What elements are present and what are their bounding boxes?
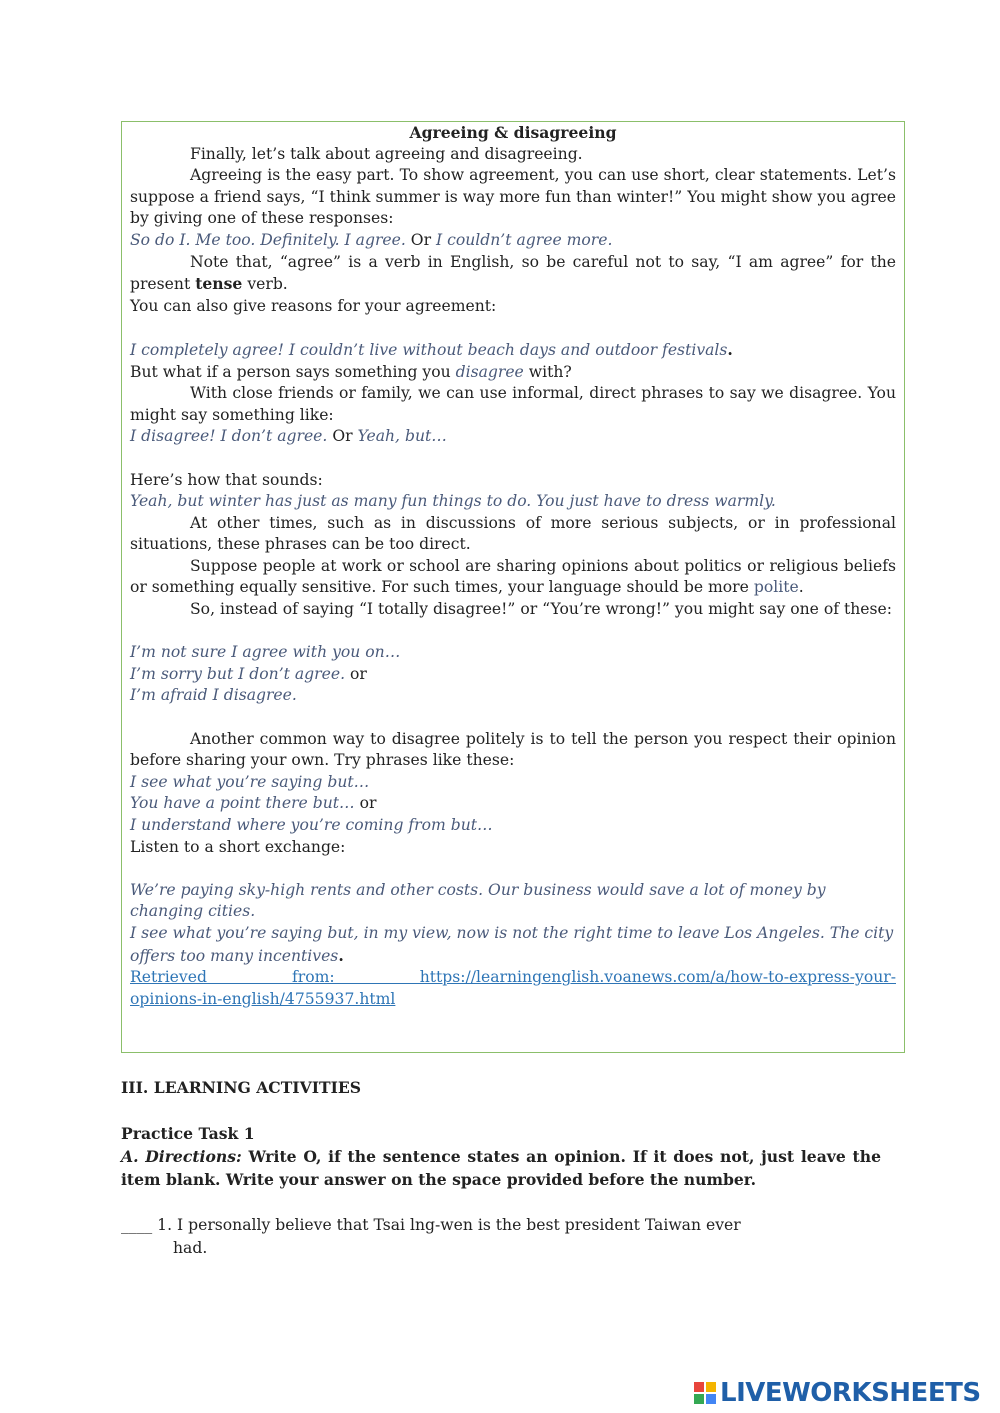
- agree-responses: So do I. Me too. Definitely. I agree. Or I couldn’t agree more.: [130, 230, 613, 249]
- activities-heading: III. LEARNING ACTIVITIES: [121, 1078, 362, 1097]
- paragraph: Suppose people at work or school are sharing opinions about politics or religious beliefs or something equally sensitive. For such times, your language should be more polite.: [130, 556, 896, 597]
- paragraph: So, instead of saying “I totally disagree!” or “You’re wrong!” you might say one of these:: [190, 600, 892, 619]
- example-line: You have a point there but… or: [130, 794, 377, 813]
- source-link-line1[interactable]: Retrieved from: https://learningenglish.voanews.com/a/how-to-express-your-: [130, 968, 896, 987]
- reading-box: [121, 121, 905, 1053]
- bold-word: tense: [195, 274, 243, 294]
- item-1-continued: had.: [173, 1239, 208, 1257]
- paragraph: Another common way to disagree politely is to tell the person you respect their opinion before sharing your own. Try phrases like these:: [130, 729, 896, 770]
- liveworksheets-logo: [694, 1378, 981, 1408]
- example-text: So do I. Me too. Definitely. I agree.: [130, 230, 406, 249]
- source-link-line2[interactable]: opinions-in-english/4755937.html: [130, 989, 396, 1008]
- example-line: I’m sorry but I don’t agree. or: [130, 664, 367, 683]
- example-line: I see what you’re saying but…: [130, 772, 370, 791]
- informal-responses: I disagree! I don’t agree. Or Yeah, but…: [130, 427, 447, 446]
- example-line: I understand where you’re coming from but…: [130, 816, 493, 834]
- item-1: ____ 1. I personally believe that Tsai lng-wen is the best president Taiwan ever: [121, 1216, 741, 1234]
- paragraph: But what if a person says something you disagree with?: [130, 362, 572, 381]
- answer-blank[interactable]: ____: [121, 1216, 153, 1234]
- task-title: Practice Task 1: [121, 1124, 255, 1143]
- exchange-line: We’re paying sky-high rents and other costs. Our business would save a lot of money by changing cities.: [130, 880, 826, 921]
- source-link[interactable]: [130, 989, 896, 1011]
- paragraph: You can also give reasons for your agreement:: [130, 296, 497, 315]
- paragraph: Finally, let’s talk about agreeing and disagreeing.: [190, 144, 583, 163]
- paragraph: Note that, “agree” is a verb in English, so be careful not to say, “I am agree” for the present tense verb.: [130, 252, 896, 294]
- directions: A. Directions: Write O, if the sentence states an opinion. If it does not, just leave the item blank. Write your answer on the space provided before the number.: [121, 1147, 881, 1189]
- example-line: I completely agree! I couldn’t live without beach days and outdoor festivals.: [130, 339, 733, 359]
- source-link[interactable]: [130, 967, 896, 989]
- paragraph: Listen to a short exchange:: [130, 837, 346, 856]
- logo-text: LIVEWORKSHEETS: [720, 1378, 981, 1408]
- paragraph: At other times, such as in discussions of more serious subjects, or in professional situations, these phrases can be too direct.: [130, 513, 896, 554]
- logo-icon: [694, 1382, 716, 1404]
- directions-label: A. Directions:: [121, 1147, 242, 1166]
- example-text: I couldn’t agree more.: [436, 230, 613, 249]
- example-line: I’m afraid I disagree.: [130, 686, 297, 705]
- exchange-line: I see what you’re saying but, in my view, now is not the right time to leave Los Angeles. The city offers too many incentives.: [130, 923, 894, 965]
- example-line: I’m not sure I agree with you on…: [130, 643, 401, 662]
- paragraph: Agreeing is the easy part. To show agreement, you can use short, clear statements. Let’s suppose a friend says, “I think summer is way more fun than winter!” You might show you agree by giving one of these responses:: [130, 166, 896, 228]
- section-title: Agreeing & disagreeing: [409, 123, 617, 142]
- paragraph: Here’s how that sounds:: [130, 470, 323, 489]
- example-line: Yeah, but winter has just as many fun things to do. You just have to dress warmly.: [130, 492, 776, 511]
- paragraph: With close friends or family, we can use informal, direct phrases to say we disagree. You might say something like:: [130, 384, 896, 424]
